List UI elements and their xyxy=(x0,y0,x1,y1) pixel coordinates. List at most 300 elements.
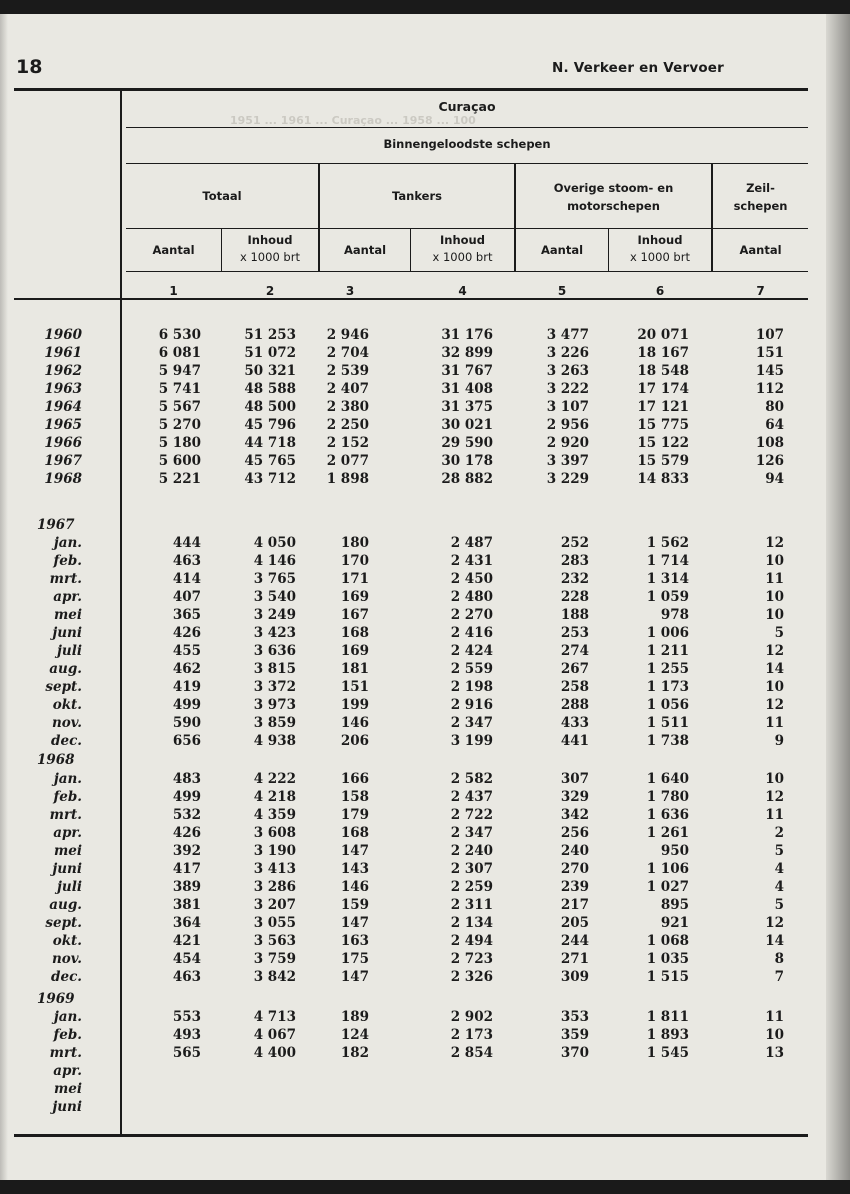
bleed-through-text: 1951 ... 1961 ... Curaçao ... 1958 ... 100 xyxy=(230,114,476,127)
cell-col-3: 146 xyxy=(340,879,369,895)
cell-col-3: 2 077 xyxy=(326,453,369,469)
cell-col-7: 4 xyxy=(774,861,784,877)
row-label: jan. xyxy=(53,771,82,787)
cell-col-2: 4 067 xyxy=(253,1027,296,1043)
cell-col-6: 950 xyxy=(660,843,689,859)
cell-col-4: 2 854 xyxy=(450,1045,493,1061)
row-label: juli xyxy=(57,879,82,895)
cell-col-5: 217 xyxy=(560,897,589,913)
cell-col-2: 3 055 xyxy=(253,915,296,931)
cell-col-6: 1 056 xyxy=(646,697,689,713)
cell-col-1: 463 xyxy=(172,969,201,985)
row-label: 1965 xyxy=(44,417,82,433)
cell-col-3: 124 xyxy=(340,1027,369,1043)
cell-col-5: 244 xyxy=(560,933,589,949)
cell-col-3: 146 xyxy=(340,715,369,731)
cell-col-7: 11 xyxy=(765,715,784,731)
cell-col-4: 2 450 xyxy=(450,571,493,587)
cell-col-1: 499 xyxy=(172,789,201,805)
cell-col-6: 1 562 xyxy=(646,535,689,551)
cell-col-4: 2 480 xyxy=(450,589,493,605)
cell-col-7: 80 xyxy=(765,399,784,415)
cell-col-7: 10 xyxy=(765,607,784,623)
cell-col-4: 2 311 xyxy=(450,897,493,913)
cell-col-3: 189 xyxy=(340,1009,369,1025)
row-label: juni xyxy=(52,861,82,877)
cell-col-1: 389 xyxy=(172,879,201,895)
subheader-underline xyxy=(126,271,808,272)
cell-col-4: 2 270 xyxy=(450,607,493,623)
row-label: nov. xyxy=(51,951,82,967)
cell-col-3: 159 xyxy=(340,897,369,913)
cell-col-1: 5 567 xyxy=(158,399,201,415)
cell-col-7: 10 xyxy=(765,771,784,787)
cell-col-2: 3 563 xyxy=(253,933,296,949)
cell-col-7: 10 xyxy=(765,679,784,695)
cell-col-1: 407 xyxy=(172,589,201,605)
cell-col-1: 553 xyxy=(172,1009,201,1025)
cell-col-7: 10 xyxy=(765,553,784,569)
cell-col-6: 1 035 xyxy=(646,951,689,967)
cell-col-2: 3 842 xyxy=(253,969,296,985)
row-label: jan. xyxy=(53,1009,82,1025)
cell-col-4: 2 582 xyxy=(450,771,493,787)
sub-inhoud-1a: Inhoud xyxy=(247,233,293,247)
cell-col-7: 12 xyxy=(765,643,784,659)
row-label: 1960 xyxy=(44,327,82,343)
cell-col-1: 590 xyxy=(172,715,201,731)
region-title: Curaçao xyxy=(438,99,496,114)
group-zeil-1: Zeil- xyxy=(746,181,775,195)
cell-col-7: 8 xyxy=(774,951,784,967)
cell-col-3: 179 xyxy=(340,807,369,823)
row-label: 1967 xyxy=(44,453,82,469)
cell-col-1: 6 081 xyxy=(158,345,201,361)
cell-col-5: 353 xyxy=(560,1009,589,1025)
row-label: mei xyxy=(53,843,82,859)
cell-col-6: 1 314 xyxy=(646,571,689,587)
row-label: juli xyxy=(57,643,82,659)
cell-col-2: 44 718 xyxy=(244,435,296,451)
row-label: sept. xyxy=(45,679,82,695)
cell-col-5: 205 xyxy=(560,915,589,931)
sub-inhoud-1b: x 1000 brt xyxy=(240,250,300,264)
cell-col-4: 2 307 xyxy=(450,861,493,877)
cell-col-3: 180 xyxy=(340,535,369,551)
cell-col-7: 11 xyxy=(765,571,784,587)
cell-col-2: 4 938 xyxy=(253,733,296,749)
subtitle-underline xyxy=(126,163,808,164)
sub-inhoud-3b: x 1000 brt xyxy=(630,250,690,264)
cell-col-7: 12 xyxy=(765,697,784,713)
row-label: mrt. xyxy=(49,571,82,587)
cell-col-2: 3 759 xyxy=(253,951,296,967)
cell-col-7: 7 xyxy=(774,969,784,985)
cell-col-3: 147 xyxy=(340,843,369,859)
cell-col-6: 1 636 xyxy=(646,807,689,823)
row-year-heading: 1967 xyxy=(37,517,75,533)
cell-col-1: 421 xyxy=(172,933,201,949)
cell-col-5: 3 263 xyxy=(546,363,589,379)
row-label: juni xyxy=(52,625,82,641)
cell-col-7: 112 xyxy=(755,381,784,397)
cell-col-4: 2 240 xyxy=(450,843,493,859)
cell-col-7: 11 xyxy=(765,807,784,823)
cell-col-2: 3 540 xyxy=(253,589,296,605)
cell-col-3: 2 250 xyxy=(326,417,369,433)
cell-col-3: 151 xyxy=(340,679,369,695)
cell-col-2: 3 207 xyxy=(253,897,296,913)
cell-col-4: 2 347 xyxy=(450,825,493,841)
cell-col-1: 454 xyxy=(172,951,201,967)
row-label: aug. xyxy=(49,661,82,677)
cell-col-2: 3 372 xyxy=(253,679,296,695)
cell-col-6: 1 640 xyxy=(646,771,689,787)
cell-col-1: 5 221 xyxy=(158,471,201,487)
cell-col-1: 414 xyxy=(172,571,201,587)
cell-col-6: 1 515 xyxy=(646,969,689,985)
cell-col-6: 1 068 xyxy=(646,933,689,949)
cell-col-6: 921 xyxy=(660,915,689,931)
sub-aantal-3: Aantal xyxy=(540,243,584,257)
cell-col-4: 2 347 xyxy=(450,715,493,731)
cell-col-5: 3 226 xyxy=(546,345,589,361)
cell-col-5: 228 xyxy=(560,589,589,605)
cell-col-3: 2 380 xyxy=(326,399,369,415)
cell-col-4: 2 259 xyxy=(450,879,493,895)
cell-col-4: 2 326 xyxy=(450,969,493,985)
cell-col-6: 1 106 xyxy=(646,861,689,877)
column-number-1: 1 xyxy=(169,284,178,298)
row-label: jan. xyxy=(53,535,82,551)
row-label: 1962 xyxy=(44,363,82,379)
cell-col-1: 426 xyxy=(172,625,201,641)
group-underline xyxy=(126,228,808,229)
cell-col-2: 3 859 xyxy=(253,715,296,731)
cell-col-2: 4 146 xyxy=(253,553,296,569)
cell-col-7: 94 xyxy=(765,471,784,487)
cell-col-7: 108 xyxy=(755,435,784,451)
cell-col-7: 4 xyxy=(774,879,784,895)
cell-col-5: 3 397 xyxy=(546,453,589,469)
cell-col-3: 167 xyxy=(340,607,369,623)
column-number-6: 6 xyxy=(655,284,665,298)
cell-col-6: 895 xyxy=(660,897,689,913)
cell-col-4: 2 494 xyxy=(450,933,493,949)
cell-col-7: 10 xyxy=(765,1027,784,1043)
cell-col-2: 3 423 xyxy=(253,625,296,641)
sub-aantal-4: Aantal xyxy=(739,243,782,257)
cell-col-3: 182 xyxy=(340,1045,369,1061)
cell-col-5: 239 xyxy=(560,879,589,895)
cell-col-4: 2 198 xyxy=(450,679,493,695)
cell-col-7: 12 xyxy=(765,789,784,805)
cell-col-6: 15 579 xyxy=(637,453,689,469)
cell-col-6: 17 121 xyxy=(637,399,689,415)
cell-col-4: 2 723 xyxy=(450,951,493,967)
cell-col-7: 126 xyxy=(755,453,784,469)
cell-col-1: 426 xyxy=(172,825,201,841)
row-label: apr. xyxy=(53,1063,82,1079)
group-totaal: Totaal xyxy=(202,189,242,203)
cell-col-6: 15 122 xyxy=(637,435,689,451)
cell-col-2: 50 321 xyxy=(244,363,296,379)
cell-col-5: 329 xyxy=(560,789,589,805)
cell-col-1: 493 xyxy=(172,1027,201,1043)
cell-col-2: 3 973 xyxy=(253,697,296,713)
cell-col-3: 2 539 xyxy=(326,363,369,379)
cell-col-5: 441 xyxy=(560,733,589,749)
cell-col-7: 5 xyxy=(774,625,784,641)
group-overige-1: Overige stoom- en xyxy=(553,181,674,195)
cell-col-4: 31 767 xyxy=(441,363,493,379)
header-bottom-rule xyxy=(14,298,808,300)
cell-col-1: 419 xyxy=(172,679,201,695)
cell-col-4: 2 722 xyxy=(450,807,493,823)
row-label: okt. xyxy=(52,697,82,713)
cell-col-2: 4 222 xyxy=(253,771,296,787)
row-year-heading: 1969 xyxy=(37,991,75,1007)
top-rule xyxy=(14,88,808,91)
row-label: juni xyxy=(52,1099,82,1115)
row-label: aug. xyxy=(49,897,82,913)
row-label: apr. xyxy=(53,589,82,605)
row-year-heading: 1968 xyxy=(37,752,75,768)
cell-col-6: 1 173 xyxy=(646,679,689,695)
cell-col-4: 30 178 xyxy=(441,453,493,469)
cell-col-3: 158 xyxy=(340,789,369,805)
cell-col-1: 656 xyxy=(172,733,201,749)
cell-col-3: 169 xyxy=(340,589,369,605)
cell-col-4: 31 375 xyxy=(441,399,493,415)
cell-col-1: 5 180 xyxy=(158,435,201,451)
cell-col-1: 364 xyxy=(172,915,201,931)
cell-col-6: 15 775 xyxy=(637,417,689,433)
column-number-4: 4 xyxy=(458,284,467,298)
cell-col-4: 31 176 xyxy=(441,327,493,343)
cell-col-4: 3 199 xyxy=(450,733,493,749)
cell-col-7: 9 xyxy=(774,733,784,749)
cell-col-2: 51 253 xyxy=(244,327,296,343)
cell-col-3: 171 xyxy=(340,571,369,587)
row-label: feb. xyxy=(53,1027,82,1043)
cell-col-3: 169 xyxy=(340,643,369,659)
sub-aantal-1: Aantal xyxy=(152,243,195,257)
cell-col-1: 444 xyxy=(172,535,201,551)
cell-col-4: 32 899 xyxy=(441,345,493,361)
cell-col-6: 1 255 xyxy=(646,661,689,677)
row-label: 1966 xyxy=(44,435,82,451)
cell-col-2: 3 608 xyxy=(253,825,296,841)
cell-col-3: 166 xyxy=(340,771,369,787)
cell-col-3: 1 898 xyxy=(326,471,369,487)
cell-col-3: 2 407 xyxy=(326,381,369,397)
bottom-rule xyxy=(14,1134,808,1137)
cell-col-4: 2 431 xyxy=(450,553,493,569)
cell-col-4: 2 416 xyxy=(450,625,493,641)
cell-col-2: 43 712 xyxy=(244,471,296,487)
cell-col-6: 1 738 xyxy=(646,733,689,749)
cell-col-5: 433 xyxy=(560,715,589,731)
cell-col-5: 342 xyxy=(560,807,589,823)
cell-col-5: 3 222 xyxy=(546,381,589,397)
cell-col-5: 370 xyxy=(560,1045,589,1061)
cell-col-6: 1 780 xyxy=(646,789,689,805)
cell-col-1: 532 xyxy=(172,807,201,823)
cell-col-3: 199 xyxy=(340,697,369,713)
row-label: mei xyxy=(53,607,82,623)
cell-col-6: 1 006 xyxy=(646,625,689,641)
cell-col-6: 18 167 xyxy=(637,345,689,361)
cell-col-2: 45 765 xyxy=(244,453,296,469)
cell-col-2: 3 413 xyxy=(253,861,296,877)
cell-col-5: 188 xyxy=(560,607,589,623)
cell-col-6: 1 714 xyxy=(646,553,689,569)
cell-col-1: 5 947 xyxy=(158,363,201,379)
sub-inhoud-2a: Inhoud xyxy=(440,233,485,247)
cell-col-7: 5 xyxy=(774,897,784,913)
cell-col-7: 11 xyxy=(765,1009,784,1025)
cell-col-7: 12 xyxy=(765,915,784,931)
column-number-7: 7 xyxy=(756,284,765,298)
cell-col-6: 1 811 xyxy=(646,1009,689,1025)
cell-col-1: 5 270 xyxy=(158,417,201,433)
cell-col-5: 258 xyxy=(560,679,589,695)
cell-col-1: 381 xyxy=(172,897,201,913)
cell-col-4: 28 882 xyxy=(441,471,493,487)
group-overige-2: motorschepen xyxy=(567,199,660,213)
cell-col-5: 271 xyxy=(560,951,589,967)
cell-col-3: 2 704 xyxy=(326,345,369,361)
cell-col-2: 3 249 xyxy=(253,607,296,623)
cell-col-3: 2 946 xyxy=(326,327,369,343)
group-tankers: Tankers xyxy=(392,189,442,203)
cell-col-5: 267 xyxy=(560,661,589,677)
cell-col-5: 359 xyxy=(560,1027,589,1043)
cell-col-2: 3 815 xyxy=(253,661,296,677)
cell-col-6: 14 833 xyxy=(637,471,689,487)
cell-col-2: 4 359 xyxy=(253,807,296,823)
cell-col-7: 107 xyxy=(755,327,784,343)
cell-col-3: 147 xyxy=(340,969,369,985)
row-label: 1961 xyxy=(44,345,82,361)
cell-col-2: 48 500 xyxy=(244,399,296,415)
cell-col-7: 14 xyxy=(765,661,784,677)
row-label: sept. xyxy=(45,915,82,931)
cell-col-7: 10 xyxy=(765,589,784,605)
cell-col-7: 145 xyxy=(755,363,784,379)
cell-col-5: 274 xyxy=(560,643,589,659)
cell-col-2: 3 190 xyxy=(253,843,296,859)
cell-col-7: 64 xyxy=(765,417,784,433)
row-label: mei xyxy=(53,1081,82,1097)
cell-col-2: 4 400 xyxy=(253,1045,296,1061)
cell-col-5: 283 xyxy=(560,553,589,569)
cell-col-3: 175 xyxy=(340,951,369,967)
cell-col-7: 13 xyxy=(765,1045,784,1061)
row-label: mrt. xyxy=(49,1045,82,1061)
cell-col-2: 45 796 xyxy=(244,417,296,433)
cell-col-2: 51 072 xyxy=(244,345,296,361)
cell-col-7: 14 xyxy=(765,933,784,949)
cell-col-6: 1 027 xyxy=(646,879,689,895)
cell-col-1: 483 xyxy=(172,771,201,787)
cell-col-1: 5 600 xyxy=(158,453,201,469)
cell-col-1: 499 xyxy=(172,697,201,713)
cell-col-7: 151 xyxy=(755,345,784,361)
cell-col-4: 30 021 xyxy=(441,417,493,433)
cell-col-3: 147 xyxy=(340,915,369,931)
cell-col-5: 3 107 xyxy=(546,399,589,415)
row-label: mrt. xyxy=(49,807,82,823)
cell-col-5: 240 xyxy=(560,843,589,859)
cell-col-4: 2 559 xyxy=(450,661,493,677)
row-label: feb. xyxy=(53,553,82,569)
section-title: N. Verkeer en Vervoer xyxy=(552,60,725,76)
cell-col-5: 253 xyxy=(560,625,589,641)
cell-col-2: 4 050 xyxy=(253,535,296,551)
row-label: dec. xyxy=(51,733,82,749)
cell-col-6: 17 174 xyxy=(637,381,689,397)
cell-col-7: 5 xyxy=(774,843,784,859)
cell-col-5: 252 xyxy=(560,535,589,551)
cell-col-5: 2 956 xyxy=(546,417,589,433)
cell-col-6: 18 548 xyxy=(637,363,689,379)
cell-col-1: 455 xyxy=(172,643,201,659)
cell-col-5: 307 xyxy=(560,771,589,787)
cell-col-3: 170 xyxy=(340,553,369,569)
cell-col-6: 978 xyxy=(660,607,689,623)
cell-col-5: 288 xyxy=(560,697,589,713)
cell-col-4: 2 134 xyxy=(450,915,493,931)
row-label: 1963 xyxy=(44,381,82,397)
cell-col-1: 463 xyxy=(172,553,201,569)
cell-col-6: 1 511 xyxy=(646,715,689,731)
cell-col-1: 365 xyxy=(172,607,201,623)
cell-col-4: 2 902 xyxy=(450,1009,493,1025)
column-number-5: 5 xyxy=(557,284,567,298)
cell-col-4: 29 590 xyxy=(441,435,493,451)
cell-col-1: 5 741 xyxy=(158,381,201,397)
cell-col-6: 1 261 xyxy=(646,825,689,841)
row-label: feb. xyxy=(53,789,82,805)
page-binding-shadow xyxy=(826,14,850,1180)
sub-inhoud-3a: Inhoud xyxy=(637,233,683,247)
cell-col-5: 309 xyxy=(560,969,589,985)
cell-col-4: 2 487 xyxy=(450,535,493,551)
cell-col-7: 2 xyxy=(774,825,784,841)
cell-col-2: 3 636 xyxy=(253,643,296,659)
region-underline xyxy=(126,127,808,128)
cell-col-5: 3 229 xyxy=(546,471,589,487)
cell-col-6: 20 071 xyxy=(637,327,689,343)
row-label: nov. xyxy=(51,715,82,731)
cell-col-1: 462 xyxy=(172,661,201,677)
cell-col-3: 168 xyxy=(340,825,369,841)
cell-col-3: 206 xyxy=(340,733,369,749)
cell-col-7: 12 xyxy=(765,535,784,551)
cell-col-5: 2 920 xyxy=(546,435,589,451)
cell-col-2: 48 588 xyxy=(244,381,296,397)
cell-col-3: 163 xyxy=(340,933,369,949)
cell-col-6: 1 211 xyxy=(646,643,689,659)
cell-col-4: 2 424 xyxy=(450,643,493,659)
cell-col-4: 31 408 xyxy=(441,381,493,397)
cell-col-3: 2 152 xyxy=(326,435,369,451)
cell-col-6: 1 545 xyxy=(646,1045,689,1061)
row-label: apr. xyxy=(53,825,82,841)
cell-col-2: 3 286 xyxy=(253,879,296,895)
